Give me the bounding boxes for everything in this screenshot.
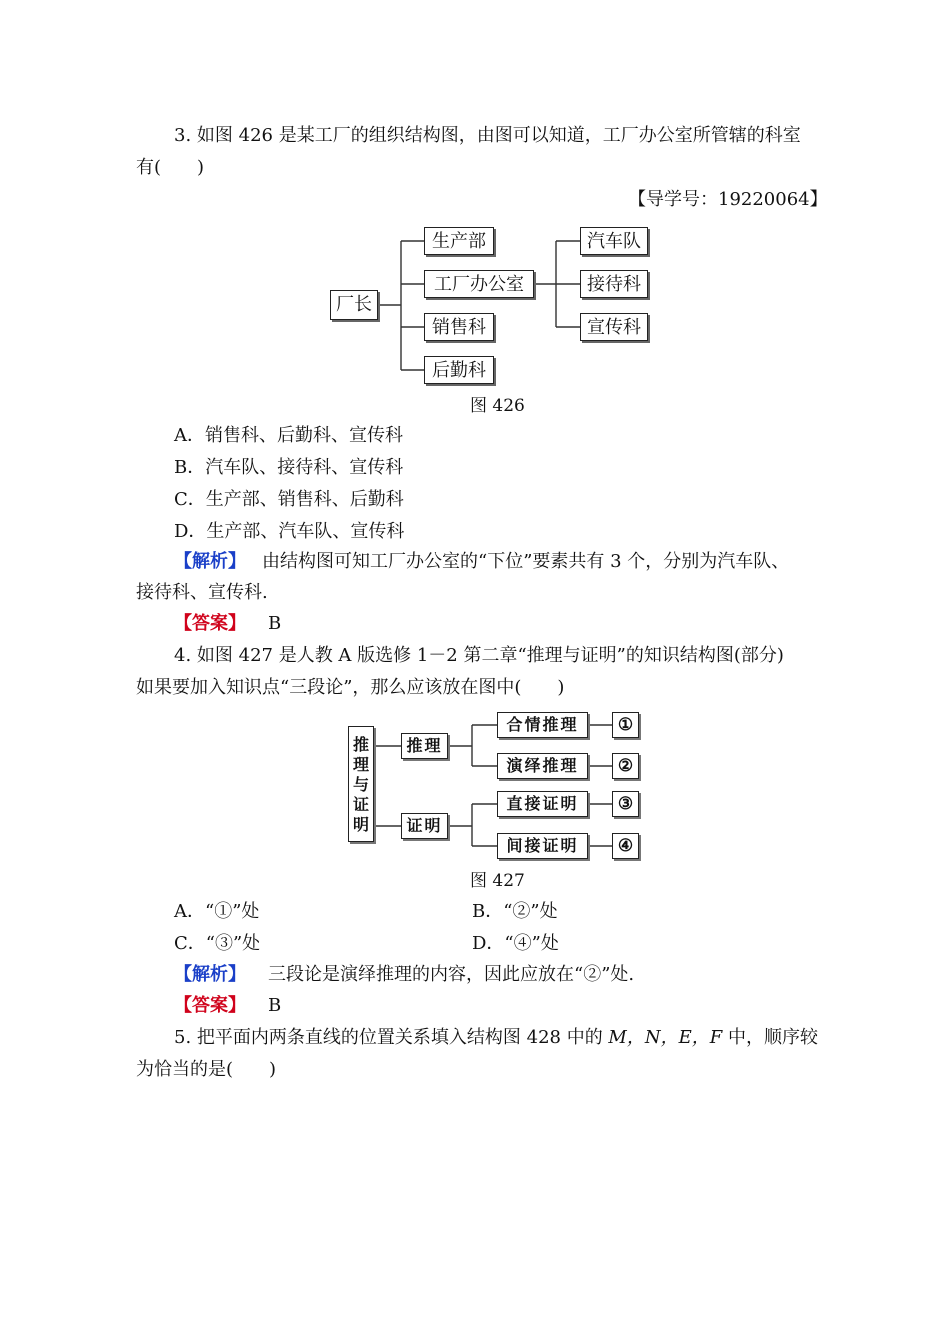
figure-caption-427: 图 427 bbox=[470, 871, 525, 891]
q3-answer-tag: 【答案】 bbox=[174, 613, 246, 634]
q4-option-c: C．“③”处 bbox=[174, 933, 261, 954]
q3-option-c: C．生产部、销售科、后勤科 bbox=[174, 489, 404, 510]
q5-stem-line2: 为恰当的是( ) bbox=[136, 1059, 277, 1080]
org-node-reception-section: 接待科 bbox=[580, 270, 648, 298]
org-node-sales-section: 销售科 bbox=[424, 313, 494, 341]
q3-analysis-line2: 接待科、宣传科. bbox=[136, 582, 268, 603]
q4-option-a: A．“①”处 bbox=[174, 901, 260, 922]
q4-option-d: D．“④”处 bbox=[472, 933, 559, 954]
q5-stem-variables: M，N，E，F bbox=[608, 1027, 723, 1048]
q3-stem-line1: 3. 如图 426 是某工厂的组织结构图，由图可以知道，工厂办公室所管辖的科室 bbox=[174, 125, 801, 146]
org-node-production-dept: 生产部 bbox=[424, 227, 494, 255]
org-node-logistics-section: 后勤科 bbox=[424, 356, 494, 384]
knowledge-node-direct-proof: 直接证明 bbox=[497, 791, 588, 817]
org-node-motor-pool: 汽车队 bbox=[580, 227, 648, 255]
q4-answer bbox=[174, 994, 281, 1018]
knowledge-marker-2: ② bbox=[612, 753, 639, 779]
knowledge-node-indirect-proof: 间接证明 bbox=[497, 833, 588, 859]
q4-answer-tag: 【答案】 bbox=[174, 995, 246, 1016]
q4-stem-line1: 4. 如图 427 是人教 A 版选修 1－2 第二章“推理与证明”的知识结构图(部分) bbox=[174, 645, 784, 666]
figure-caption-426: 图 426 bbox=[470, 396, 525, 416]
q3-analysis-tag: 【解析】 bbox=[174, 551, 246, 572]
knowledge-node-reasoning-and-proof: 推理与证明 bbox=[348, 726, 374, 842]
q5-stem-text-post: 中，顺序较 bbox=[722, 1027, 818, 1048]
knowledge-marker-1: ① bbox=[612, 712, 639, 738]
knowledge-node-deductive-reasoning: 演绎推理 bbox=[497, 753, 588, 779]
q4-stem-line2: 如果要加入知识点“三段论”，那么应该放在图中( ) bbox=[136, 677, 565, 698]
knowledge-marker-4: ④ bbox=[612, 833, 639, 859]
q5-stem-line1 bbox=[174, 1026, 818, 1050]
q3-option-d: D．生产部、汽车队、宣传科 bbox=[174, 521, 405, 542]
knowledge-node-proof: 证明 bbox=[401, 813, 448, 839]
knowledge-node-reasoning: 推理 bbox=[401, 733, 448, 759]
org-node-publicity-section: 宣传科 bbox=[580, 313, 648, 341]
q3-option-b: B．汽车队、接待科、宣传科 bbox=[174, 457, 404, 478]
q4-analysis-text: 三段论是演绎推理的内容，因此应放在“②”处. bbox=[268, 964, 635, 985]
q4-answer-value: B bbox=[268, 995, 282, 1016]
org-node-factory-office: 工厂办公室 bbox=[424, 270, 534, 298]
q3-answer-value: B bbox=[268, 613, 282, 634]
q4-analysis-tag: 【解析】 bbox=[174, 964, 246, 985]
q3-option-a: A．销售科、后勤科、宣传科 bbox=[174, 425, 403, 446]
q5-stem-text-pre: 5. 把平面内两条直线的位置关系填入结构图 428 中的 bbox=[174, 1027, 609, 1048]
q4-option-b: B．“②”处 bbox=[472, 901, 558, 922]
q3-analysis-text: 由结构图可知工厂办公室的“下位”要素共有 3 个，分别为汽车队、 bbox=[262, 551, 790, 572]
q3-reference-number: 【导学号：19220064】 bbox=[628, 189, 828, 210]
knowledge-node-plausible-reasoning: 合情推理 bbox=[497, 712, 588, 738]
org-node-factory-director: 厂长 bbox=[330, 290, 378, 320]
q4-analysis bbox=[174, 963, 634, 987]
q3-stem-line2: 有( ) bbox=[136, 157, 205, 178]
knowledge-marker-3: ③ bbox=[612, 791, 639, 817]
